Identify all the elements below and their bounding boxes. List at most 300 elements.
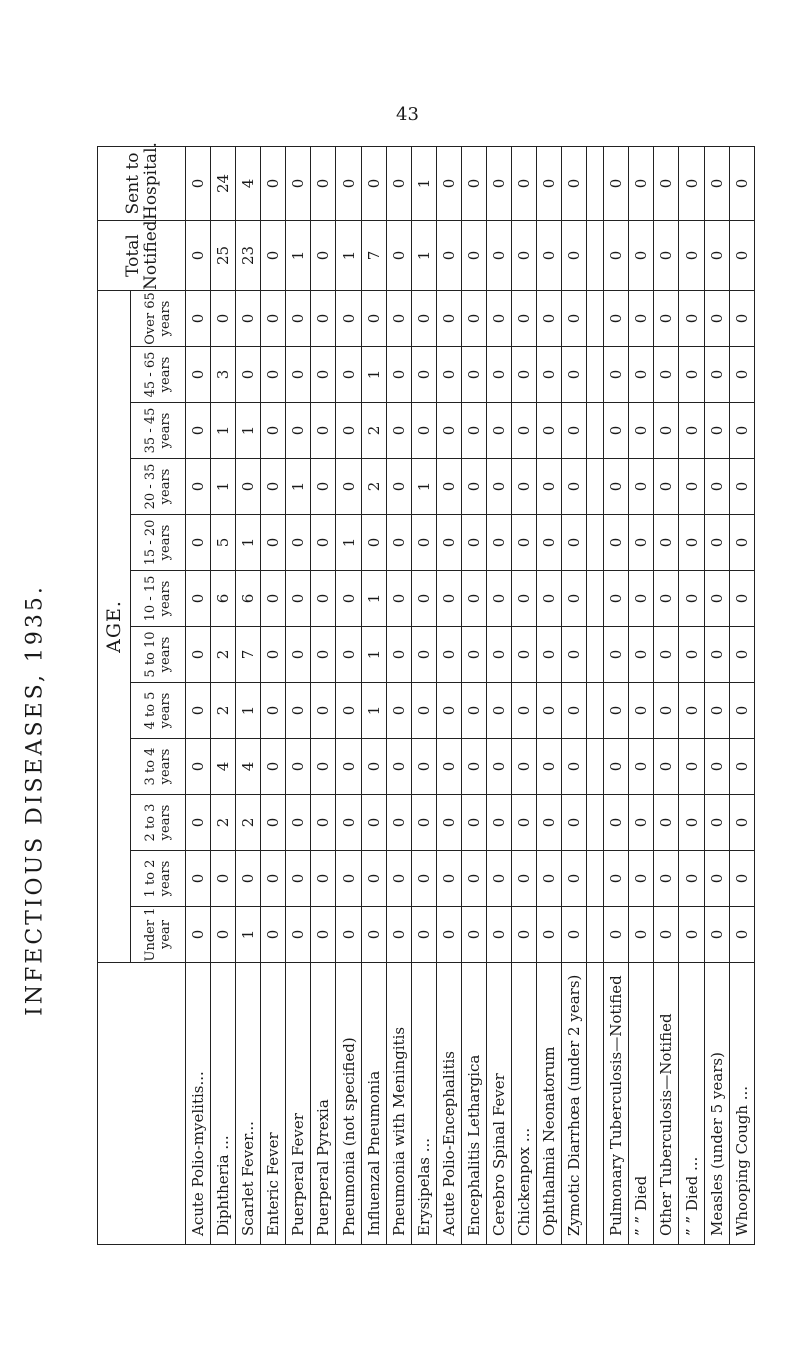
age-cell: 0 [436,851,461,907]
disease-name: Puerperal Fever [286,963,311,1245]
age-cell: 0 [562,683,587,739]
sent-to-hospital-cell: 0 [654,147,679,221]
disease-name: Zymotic Diarrhœa (under 2 years) [562,963,587,1245]
age-cell: 1 [361,347,386,403]
age-cell: 0 [386,347,411,403]
sent-to-hospital-cell: 0 [604,147,629,221]
total-notified-cell: 0 [537,221,562,291]
age-cell: 0 [654,627,679,683]
age-cell: 0 [604,683,629,739]
age-cell: 0 [604,515,629,571]
age-cell: 0 [486,347,511,403]
disease-name: Pulmonary Tuberculosis—Notified [604,963,629,1245]
age-cell: 0 [486,291,511,347]
age-cell: 0 [261,851,286,907]
age-cell: 0 [537,291,562,347]
disease-name: Diphtheria ... [211,963,236,1245]
disease-name: ” ” Died [629,963,654,1245]
age-cell: 0 [411,627,436,683]
age-cell: 0 [729,851,754,907]
age-cell: 0 [461,459,486,515]
age-cell: 1 [286,459,311,515]
age-cell: 0 [386,515,411,571]
age-column-header: Over 65 years [131,291,186,347]
age-cell: 0 [361,907,386,963]
age-cell: 0 [679,795,704,851]
age-cell: 0 [386,683,411,739]
age-cell: 0 [436,739,461,795]
sent-to-hospital-cell: 0 [679,147,704,221]
disease-name: Pneumonia with Meningitis [386,963,411,1245]
age-cell: 1 [361,683,386,739]
age-cell: 0 [236,291,261,347]
age-cell: 0 [654,347,679,403]
age-cell: 0 [704,291,729,347]
age-cell: 0 [261,627,286,683]
gap-cell [587,683,604,739]
total-notified-cell: 0 [629,221,654,291]
age-cell: 0 [679,347,704,403]
age-cell: 0 [286,683,311,739]
age-column-header: 5 to 10 years [131,627,186,683]
age-column-header: 4 to 5 years [131,683,186,739]
sent-to-hospital-header: Sent to Hospital. [98,147,186,221]
age-cell: 0 [411,683,436,739]
age-cell: 0 [386,571,411,627]
age-cell: 0 [729,459,754,515]
age-cell: 0 [679,571,704,627]
age-cell: 0 [411,403,436,459]
age-cell: 0 [729,515,754,571]
age-cell: 0 [629,515,654,571]
age-cell: 0 [211,907,236,963]
age-cell: 0 [704,739,729,795]
table-row [286,147,311,1245]
table-row [186,147,211,1245]
sent-to-hospital-cell: 0 [261,147,286,221]
disease-name: Whooping Cough ... [729,963,754,1245]
table-row [211,147,236,1245]
age-cell: 0 [461,739,486,795]
age-cell: 0 [654,851,679,907]
disease-name: Cerebro Spinal Fever [486,963,511,1245]
age-cell: 0 [436,459,461,515]
total-notified-cell: 25 [211,221,236,291]
age-cell: 0 [704,683,729,739]
age-cell: 0 [729,907,754,963]
age-cell: 0 [436,627,461,683]
age-cell: 0 [486,851,511,907]
sent-to-hospital-cell: 0 [386,147,411,221]
age-cell: 0 [186,291,211,347]
age-cell: 0 [186,851,211,907]
age-cell: 0 [486,627,511,683]
age-cell: 0 [562,571,587,627]
age-cell: 0 [286,739,311,795]
age-cell: 0 [436,907,461,963]
age-cell: 0 [604,907,629,963]
age-cell: 0 [512,739,537,795]
sent-to-hospital-cell: 0 [436,147,461,221]
gap-cell [587,795,604,851]
age-cell: 0 [386,907,411,963]
age-cell: 0 [654,795,679,851]
age-cell: 0 [186,627,211,683]
sent-to-hospital-cell: 0 [361,147,386,221]
age-cell: 0 [436,291,461,347]
table-row [604,147,629,1245]
sent-to-hospital-cell: 0 [729,147,754,221]
age-cell: 0 [186,795,211,851]
age-cell: 0 [537,907,562,963]
table-row [311,147,336,1245]
age-cell: 0 [286,795,311,851]
age-cell: 0 [604,403,629,459]
age-cell: 0 [512,627,537,683]
age-cell: 0 [729,627,754,683]
gap-cell [587,291,604,347]
age-cell: 0 [311,907,336,963]
age-cell: 0 [186,571,211,627]
age-column-header: 3 to 4 years [131,739,186,795]
age-column-header: Under 1 year [131,907,186,963]
total-notified-cell: 0 [512,221,537,291]
age-cell: 0 [411,739,436,795]
infectious-diseases-table-wrapper [97,142,755,1245]
age-cell: 0 [261,795,286,851]
sent-to-hospital-cell: 0 [704,147,729,221]
age-cell: 0 [654,291,679,347]
age-column-header: 15 - 20 years [131,515,186,571]
total-notified-cell: 0 [436,221,461,291]
age-cell: 0 [336,683,361,739]
gap-cell [587,403,604,459]
gap-cell [587,347,604,403]
age-cell: 0 [679,403,704,459]
total-notified-cell: 0 [654,221,679,291]
age-cell: 0 [211,291,236,347]
total-notified-cell: 0 [486,221,511,291]
age-cell: 0 [679,515,704,571]
age-cell: 0 [386,739,411,795]
age-cell: 0 [311,403,336,459]
age-cell: 0 [261,515,286,571]
age-cell: 0 [186,907,211,963]
age-cell: 0 [486,571,511,627]
age-cell: 0 [361,515,386,571]
age-cell: 0 [729,347,754,403]
sent-to-hospital-cell: 0 [512,147,537,221]
disease-name: Pneumonia (not specified) [336,963,361,1245]
age-cell: 0 [562,291,587,347]
age-cell: 0 [311,515,336,571]
age-cell: 0 [236,851,261,907]
age-cell: 0 [537,571,562,627]
sent-to-hospital-cell: 0 [562,147,587,221]
table-body [186,147,755,1245]
age-cell: 0 [629,403,654,459]
sent-to-hospital-cell: 0 [186,147,211,221]
age-column-header: 20 - 35 years [131,459,186,515]
age-cell: 0 [704,571,729,627]
sent-to-hospital-cell: 0 [537,147,562,221]
age-cell: 0 [336,907,361,963]
table-row [512,147,537,1245]
age-cell: 1 [211,403,236,459]
age-cell: 0 [512,459,537,515]
table-row [411,147,436,1245]
age-cell: 2 [236,795,261,851]
age-cell: 0 [562,907,587,963]
age-cell: 0 [336,459,361,515]
age-cell: 0 [461,627,486,683]
age-cell: 0 [562,459,587,515]
age-cell: 0 [679,291,704,347]
age-cell: 0 [654,907,679,963]
gap-cell [587,907,604,963]
age-cell: 0 [679,907,704,963]
age-cell: 0 [336,739,361,795]
age-cell: 0 [386,627,411,683]
infectious-diseases-table [97,142,755,1245]
age-cell: 0 [261,739,286,795]
table-row [236,147,261,1245]
sent-to-hospital-cell: 0 [629,147,654,221]
age-cell: 0 [512,795,537,851]
age-cell: 0 [537,851,562,907]
age-cell: 0 [629,739,654,795]
age-cell: 4 [211,739,236,795]
age-cell: 0 [704,403,729,459]
age-cell: 0 [286,403,311,459]
age-cell: 0 [311,739,336,795]
age-cell: 0 [537,347,562,403]
age-cell: 0 [386,291,411,347]
table-row [629,147,654,1245]
age-cell: 0 [562,403,587,459]
table-row [729,147,754,1245]
gap-cell [587,851,604,907]
age-cell: 0 [537,795,562,851]
gap-cell [587,515,604,571]
sent-to-hospital-cell: 1 [411,147,436,221]
total-notified-cell: 0 [461,221,486,291]
age-cell: 0 [604,347,629,403]
table-row [461,147,486,1245]
gap-cell [587,627,604,683]
age-cell: 0 [461,683,486,739]
age-cell: 0 [311,851,336,907]
age-cell: 0 [629,291,654,347]
age-cell: 0 [629,683,654,739]
age-cell: 0 [311,571,336,627]
gap-cell [587,147,604,221]
sent-to-hospital-cell: 0 [311,147,336,221]
age-cell: 4 [236,739,261,795]
age-cell: 0 [537,403,562,459]
age-cell: 0 [186,347,211,403]
age-cell: 0 [311,347,336,403]
age-cell: 0 [679,459,704,515]
age-cell: 0 [261,907,286,963]
age-cell: 1 [336,515,361,571]
disease-name: Measles (under 5 years) [704,963,729,1245]
age-cell: 1 [361,627,386,683]
age-cell: 0 [729,739,754,795]
age-cell: 0 [562,795,587,851]
age-cell: 0 [286,515,311,571]
age-cell: 0 [512,683,537,739]
age-cell: 0 [604,795,629,851]
age-cell: 0 [704,907,729,963]
disease-name: Other Tuberculosis—Notified [654,963,679,1245]
age-cell: 0 [512,291,537,347]
age-cell: 0 [336,347,361,403]
table-row [336,147,361,1245]
age-cell: 0 [311,627,336,683]
age-cell: 0 [386,795,411,851]
age-cell: 0 [436,571,461,627]
age-cell: 2 [211,683,236,739]
age-cell: 0 [537,459,562,515]
age-cell: 0 [436,347,461,403]
disease-name: Influenzal Pneumonia [361,963,386,1245]
age-cell: 0 [537,515,562,571]
total-notified-cell: 1 [286,221,311,291]
age-cell: 0 [729,795,754,851]
sent-to-hospital-cell: 24 [211,147,236,221]
age-cell: 0 [186,683,211,739]
age-cell: 0 [461,571,486,627]
total-notified-cell: 0 [604,221,629,291]
age-cell: 0 [679,739,704,795]
age-cell: 0 [512,907,537,963]
total-notified-cell: 0 [704,221,729,291]
age-cell: 0 [461,291,486,347]
age-cell: 0 [537,739,562,795]
disease-column-header [98,963,186,1245]
age-cell: 0 [461,515,486,571]
disease-name: Puerperal Pyrexia [311,963,336,1245]
age-cell: 0 [486,683,511,739]
age-cell: 0 [486,739,511,795]
age-cell: 0 [361,851,386,907]
age-cell: 0 [654,459,679,515]
age-cell: 2 [361,459,386,515]
age-cell: 1 [211,459,236,515]
age-cell: 0 [411,571,436,627]
age-cell: 0 [679,627,704,683]
age-cell: 0 [704,851,729,907]
age-cell: 1 [411,459,436,515]
age-cell: 0 [336,571,361,627]
age-cell: 0 [411,347,436,403]
age-cell: 0 [336,291,361,347]
disease-name: Encephalitis Lethargica [461,963,486,1245]
age-column-header: 10 - 15 years [131,571,186,627]
gap-cell [587,963,604,1245]
age-cell: 0 [604,739,629,795]
age-cell: 0 [604,571,629,627]
total-notified-header: Total Notified [98,221,186,291]
age-column-header: 1 to 2 years [131,851,186,907]
age-cell: 0 [411,515,436,571]
age-cell: 5 [211,515,236,571]
age-cell: 2 [211,795,236,851]
sent-to-hospital-cell: 0 [336,147,361,221]
age-cell: 1 [236,403,261,459]
age-column-header: 45 - 65 years [131,347,186,403]
age-column-header: 2 to 3 years [131,795,186,851]
age-cell: 0 [562,515,587,571]
age-cell: 0 [286,907,311,963]
age-cell: 0 [512,515,537,571]
age-cell: 0 [286,347,311,403]
age-cell: 0 [186,515,211,571]
age-cell: 0 [411,907,436,963]
age-cell: 0 [461,795,486,851]
age-cell: 0 [211,851,236,907]
age-cell: 0 [562,627,587,683]
age-cell: 0 [286,571,311,627]
total-notified-cell: 0 [562,221,587,291]
age-cell: 0 [286,291,311,347]
table-row [486,147,511,1245]
age-cell: 0 [186,459,211,515]
age-cell: 0 [629,459,654,515]
sent-to-hospital-cell: 0 [286,147,311,221]
age-cell: 0 [386,459,411,515]
age-cell: 1 [361,571,386,627]
table-row [537,147,562,1245]
disease-name: ” ” Died ... [679,963,704,1245]
header-row-age [98,147,131,1245]
sent-to-hospital-cell: 0 [461,147,486,221]
total-notified-cell: 7 [361,221,386,291]
page-number: 43 [396,104,419,125]
age-cell: 0 [629,795,654,851]
age-cell: 0 [604,459,629,515]
age-cell: 0 [512,347,537,403]
age-cell: 0 [704,515,729,571]
section-gap-row [587,147,604,1245]
age-cell: 0 [562,851,587,907]
age-cell: 3 [211,347,236,403]
total-notified-cell: 0 [186,221,211,291]
gap-cell [587,739,604,795]
age-cell: 0 [704,627,729,683]
age-cell: 2 [211,627,236,683]
total-notified-cell: 0 [729,221,754,291]
gap-cell [587,459,604,515]
age-cell: 0 [486,515,511,571]
table-row [704,147,729,1245]
age-cell: 0 [411,795,436,851]
age-cell: 0 [486,907,511,963]
age-column-header: 35 - 45 years [131,403,186,459]
total-notified-cell: 1 [411,221,436,291]
age-header: AGE. [98,291,131,963]
age-cell: 2 [361,403,386,459]
age-cell: 0 [186,403,211,459]
age-cell: 0 [654,739,679,795]
age-cell: 0 [261,347,286,403]
sent-to-hospital-cell: 4 [236,147,261,221]
age-cell: 0 [629,851,654,907]
age-cell: 0 [604,627,629,683]
age-cell: 0 [704,795,729,851]
sent-to-hospital-cell: 0 [486,147,511,221]
